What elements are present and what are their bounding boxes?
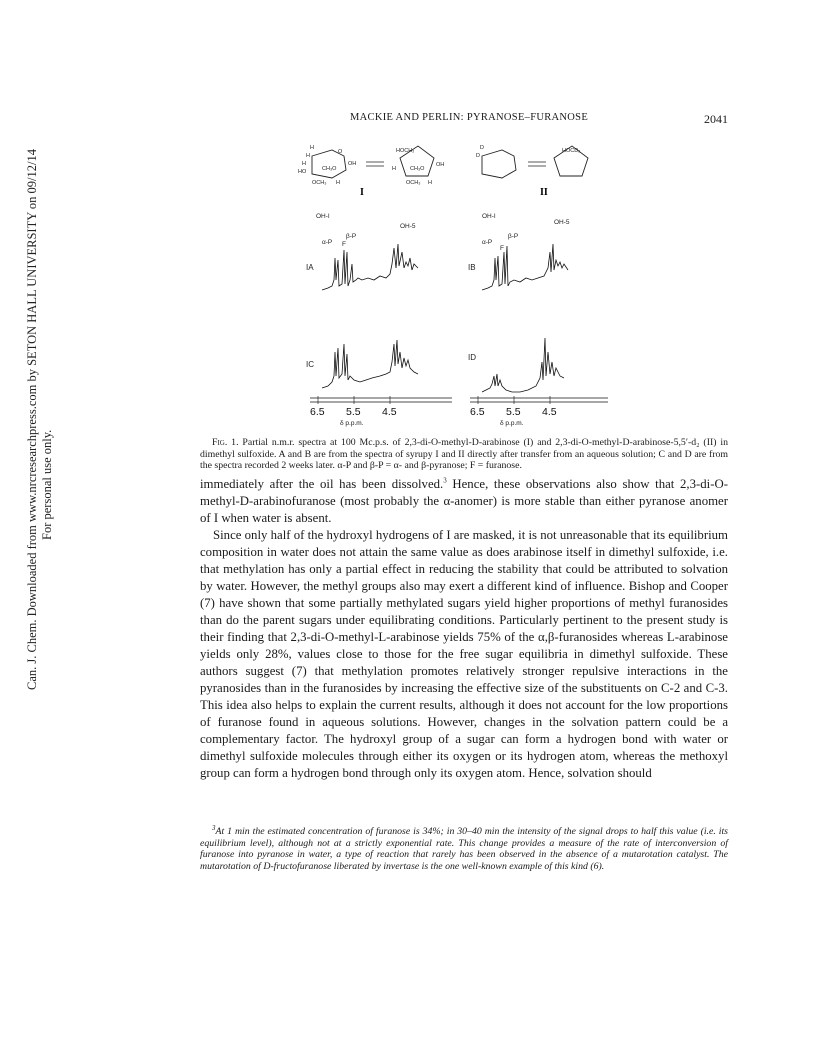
struct-label: O (338, 149, 343, 155)
peak-label-f-right: F (500, 245, 504, 252)
struct-label: OCH₃ (406, 180, 421, 186)
panel-label-ic: IC (306, 360, 314, 369)
struct-label: HOCD₂ (562, 148, 581, 154)
peak-label-alpha-p-left: α-P (322, 239, 333, 246)
figure-caption (200, 437, 728, 472)
download-notice-line1: Can. J. Chem. Downloaded from www.nrcresearchpress.com by SETON HALL UNIVERSITY on 09/12/14 (25, 149, 39, 690)
peak-label-oh1-left: OH-I (316, 213, 330, 220)
download-notice (25, 149, 55, 690)
struct-label: HO (298, 169, 307, 175)
ppm-axes (310, 396, 608, 404)
paragraph-1 (200, 476, 728, 527)
caption-label: Fig. 1. (212, 437, 239, 448)
spectrum-ia (322, 244, 418, 290)
struct-label: OH (436, 162, 445, 168)
peak-label-f-left: F (342, 241, 346, 248)
panel-label-ib: IB (468, 263, 476, 272)
tick-label: 4.5 (542, 406, 557, 418)
panel-label-id: ID (468, 353, 476, 362)
download-watermark (10, 149, 54, 690)
struct-label: H (306, 153, 310, 159)
pyranose-ring-II (482, 150, 516, 178)
compound-label-I: I (360, 187, 364, 198)
struct-label: H (310, 145, 314, 151)
spectrum-id (482, 338, 564, 392)
footnote-ref: 3 (443, 476, 447, 485)
struct-label: H (392, 166, 396, 172)
footnote-text: At 1 min the estimated concentration of furanose is 34%; in 30–40 min the intensity of the signal drops to half this value (i.e. its equilibrium level), although not at a strictly exponential rate. This change provides a measure of the rate of interconversion of furanose into pyranose in water, a type of reaction that rarely has been observed in the absence of a mutarotation catalyst. The mutarotation of D-fructofuranose liberated by invertase is the one well-known example of this kind (6). (200, 826, 728, 872)
peak-label-alpha-p-right: α-P (482, 239, 493, 246)
tick-label: 5.5 (346, 406, 361, 418)
page-number: 2041 (704, 112, 728, 126)
figure-1 (292, 140, 612, 430)
tick-label: 6.5 (310, 406, 325, 418)
tick-label: 6.5 (470, 406, 485, 418)
struct-label: H (428, 180, 432, 186)
body-text (200, 476, 728, 782)
nmr-figure-svg (292, 140, 612, 430)
panel-label-ia: IA (306, 263, 314, 272)
peak-label-oh5-right: OH-5 (554, 219, 570, 226)
struct-label: D (476, 153, 480, 159)
peak-label-oh1-right: OH-I (482, 213, 496, 220)
running-header (200, 112, 728, 128)
struct-label: HOCH₂ (396, 148, 415, 154)
struct-label: H (302, 161, 306, 167)
tick-label: 5.5 (506, 406, 521, 418)
struct-label: H (336, 180, 340, 186)
struct-label: OCH₃ (312, 180, 327, 186)
caption-text: Partial n.m.r. spectra at 100 Mc.p.s. of 2,3-di-O-methyl-D-arabinose (I) and 2,3-di-O-methyl-D-arabinose-5,5′-d₂ (II) in dimethyl sulfoxide. A and B are from the spectra of syrupy I and II directly after transfer from an aqueous solution; C and D are from the spectra recorded 2 weeks later. α-P and β-P = α- and β-pyranose; F = furanose. (200, 437, 728, 472)
struct-label: CH₃O (410, 166, 425, 172)
spectrum-ib (482, 244, 568, 290)
compound-label-II: II (540, 187, 548, 198)
tick-label: 4.5 (382, 406, 397, 418)
axis-unit-left: δ p.p.m. (340, 420, 364, 427)
paragraph-2: Since only half of the hydroxyl hydrogens of I are masked, it is not unreasonable that its equilibrium composition in water does not attain the same value as does arabinose itself in dimethyl sulfoxide, i.e. that methylation has only a partial effect in reducing the stability that could be attributed to solvation by water. However, the methyl groups also may exert a different kind of influence. Bishop and Cooper (7) have shown that some partially methylated sugars yield higher proportions of methyl furanosides than do the parent sugars under equilibrating conditions. Particularly pertinent to the present study is their finding that 2,3-di-O-methyl-L-arabinose yields 75% of the α,β-furanosides whereas L-arabinose yields only 28%, values close to those for the free sugar equilibria in dimethyl sulfoxide. These authors suggest (7) that methylation promotes relatively stronger repulsive interactions in the pyranosides than in the furanosides by increasing the effective size of the substituents on C-2 and C-3. This idea also helps to explain the current results, although it does not account for the low proportions of furanose found in aqueous solutions. However, changes in the solvation pattern could be a complementary factor. The hydroxyl group of a sugar can form a hydrogen bond with water or dimethyl sulfoxide molecules through either its oxygen or its hydrogen atom, whereas the methoxyl group can form a hydrogen bond through only its oxygen atom. Hence, solvation should (200, 528, 728, 780)
running-title: MACKIE AND PERLIN: PYRANOSE–FURANOSE (350, 112, 589, 123)
footnote-marker: 3 (212, 823, 216, 832)
paragraph-1-start: immediately after the oil has been dissolved. (200, 477, 444, 491)
paragraph-1-end: Hence, these observations also show that 2,3-di-O-methyl-D-arabinofuranose (most probably the α-anomer) is more stable than either pyranose anomer of I when water is absent. (200, 477, 728, 525)
footnote (200, 823, 728, 872)
struct-label: CH₃O (322, 166, 337, 172)
peak-label-beta-p-right: β-P (508, 233, 519, 240)
axis-unit-right: δ p.p.m. (500, 420, 524, 427)
struct-label: D (480, 145, 484, 151)
download-notice-line2: For personal use only. (40, 429, 54, 540)
struct-label: OH (348, 161, 357, 167)
spectrum-ic (322, 340, 418, 388)
tick-marks (318, 396, 550, 404)
peak-label-oh5-left: OH-5 (400, 223, 416, 230)
peak-label-beta-p-left: β-P (346, 233, 357, 240)
